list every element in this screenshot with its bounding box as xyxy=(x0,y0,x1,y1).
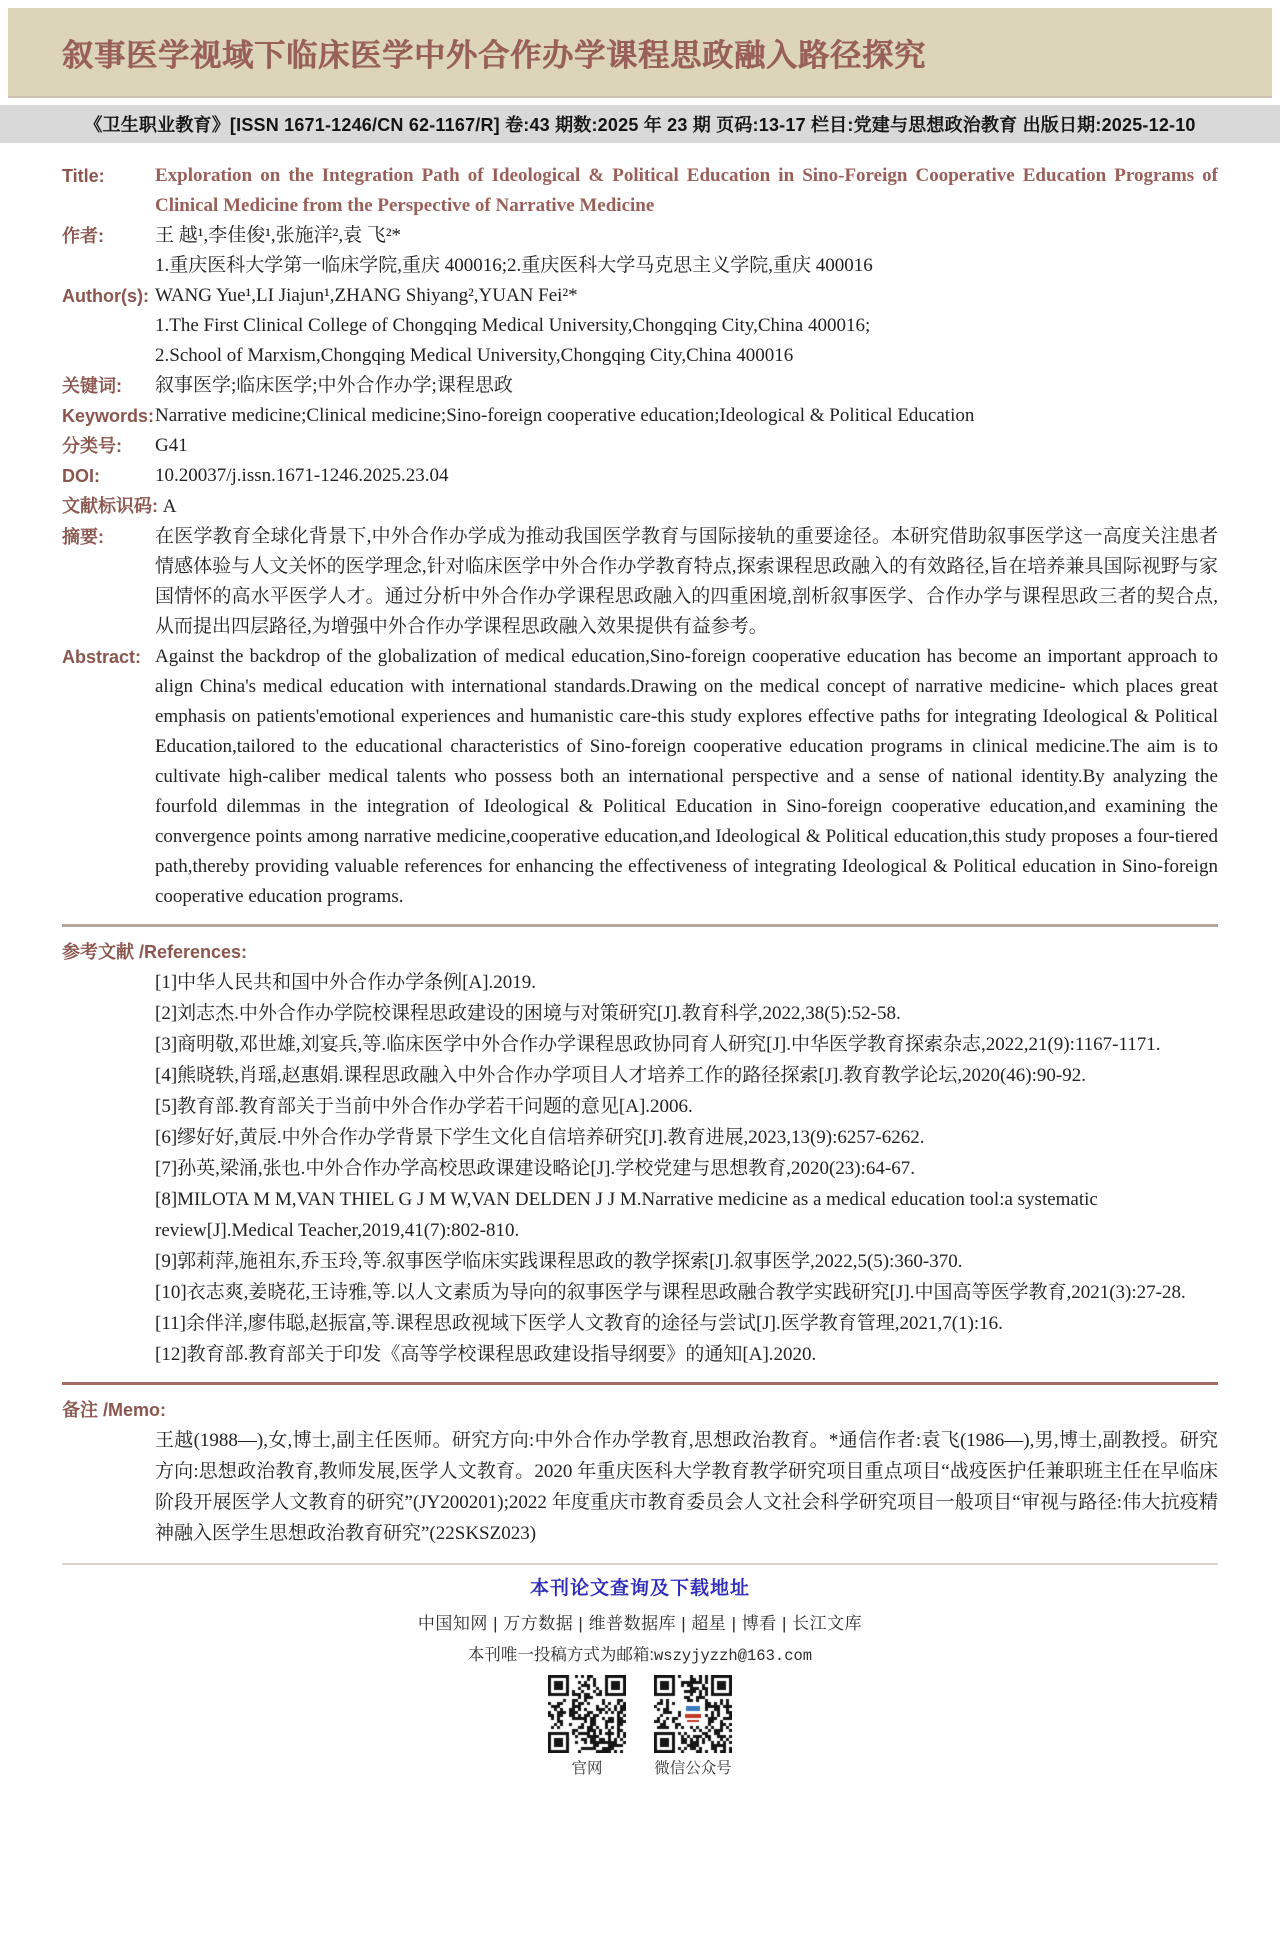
qr-official-label: 官网 xyxy=(571,1760,603,1777)
reference-item: [3]商明敬,邓世雄,刘宴兵,等.临床医学中外合作办学课程思政协同育人研究[J].中华医学教育探索杂志,2022,21(9):1167-1171. xyxy=(155,1034,1161,1055)
field-keywords-cn xyxy=(62,371,1218,401)
field-abstract-cn-value: 在医学教育全球化背景下,中外合作办学成为推动我国医学教育与国际接轨的重要途径。本研究借助叙事医学这一高度关注患者情感体验与人文关怀的医学理念,针对临床医学中外合作办学教育特点,探索课程思政融入的有效路径,旨在培养兼具国际视野与家国情怀的高水平医学人才。通过分析中外合作办学课程思政融入的四重困境,剖析叙事医学、合作办学与课程思政三者的契合点,从而提出四层路径,为增强中外合作办学课程思政融入效果提供有益参考。 xyxy=(155,526,1218,637)
reference-item: [5]教育部.教育部关于当前中外合作办学若干问题的意见[A].2006. xyxy=(155,1096,693,1117)
memo-divider xyxy=(62,1382,1218,1385)
field-abstract-en-label: Abstract: xyxy=(62,647,142,667)
article-title-cn: 叙事医学视域下临床医学中外合作办学课程思政融入路径探究 xyxy=(62,37,926,73)
memo-heading: 备注 /Memo: xyxy=(62,1400,167,1420)
field-affiliation-en-1: 1.The First Clinical College of Chongqing Medical University,Chongqing City,China 400016; xyxy=(155,315,871,336)
field-affiliation-en-2: 2.School of Marxism,Chongqing Medical University,Chongqing City,China 400016 xyxy=(155,345,794,366)
submission-prefix: 本刊唯一投稿方式为邮箱: xyxy=(467,1646,654,1664)
qr-wechat-label: 微信公众号 xyxy=(654,1760,732,1777)
journal-info-text: 《卫生职业教育》[ISSN 1671-1246/CN 62-1167/R] 卷:43 期数:2025 年 23 期 页码:13-17 栏目:党建与思想政治教育 出版日期:2025-12-10 xyxy=(84,115,1196,135)
reference-item: [8]MILOTA M M,VAN THIEL G J M W,VAN DELDEN J J M.Narrative medicine as a medical education tool:a systematic review[J].Medical Teacher,2019,41(7):802-810. xyxy=(155,1189,1098,1241)
field-doi-value: 10.20037/j.issn.1671-1246.2025.23.04 xyxy=(155,465,449,486)
field-keywords-cn-label: 关键词: xyxy=(62,376,122,396)
database-list: 中国知网 | 万方数据 | 维普数据库 | 超星 | 博看 | 长江文库 xyxy=(417,1614,863,1633)
qr-code-official-site xyxy=(548,1675,626,1753)
reference-item: [1]中华人民共和国中外合作办学条例[A].2019. xyxy=(155,972,537,993)
field-authors-en-label: Author(s): xyxy=(62,286,149,306)
field-title-value: Exploration on the Integration Path of Ideological & Political Education in Sino-Foreign Cooperative Education Programs of Clinical Medicine from the Perspective of Narrative Medicine xyxy=(155,165,1218,216)
qr-official-block xyxy=(548,1675,626,1778)
reference-item: [7]孙英,梁涌,张也.中外合作办学高校思政课建设略论[J].学校党建与思想教育,2020(23):64-67. xyxy=(155,1158,915,1179)
references-list xyxy=(62,967,1218,1370)
field-doi-label: DOI: xyxy=(62,466,100,486)
field-keywords-cn-value: 叙事医学;临床医学;中外合作办学;课程思政 xyxy=(155,375,513,396)
reference-item: [6]缪好好,黄辰.中外合作办学背景下学生文化自信培养研究[J].教育进展,2023,13(9):6257-6262. xyxy=(155,1127,925,1148)
field-doc-code xyxy=(62,491,1218,522)
field-keywords-en-value: Narrative medicine;Clinical medicine;Sino-foreign cooperative education;Ideological & Political Education xyxy=(155,405,975,426)
field-classification xyxy=(62,431,1218,461)
article-title-banner xyxy=(8,8,1272,98)
field-classification-value: G41 xyxy=(155,435,188,456)
memo-text: 王越(1988—),女,博士,副主任医师。研究方向:中外合作办学教育,思想政治教育。*通信作者:袁飞(1986—),男,博士,副教授。研究方向:思想政治教育,教师发展,医学人文教育。2020 年重庆医科大学教育教学研究项目重点项目“战疫医护任兼职班主任在早临床阶段开展医学人文教育的研究”(JY200201);2022 年度重庆市教育委员会人文社会科学研究项目一般项目“审视与路径:伟大抗疫精神融入医学生思想政治教育研究”(22SKSZ023) xyxy=(155,1430,1218,1544)
field-title-label: Title: xyxy=(62,166,105,186)
field-authors-cn-value: 王 越¹,李佳俊¹,张施洋²,袁 飞²* xyxy=(155,225,402,246)
field-keywords-en-label: Keywords: xyxy=(62,406,155,426)
record-body xyxy=(0,143,1280,1778)
footer-divider xyxy=(62,1563,1218,1565)
qr-code-wechat xyxy=(654,1675,732,1753)
journal-info-bar xyxy=(0,105,1280,143)
field-authors-cn xyxy=(62,221,1218,281)
field-abstract-en-value: Against the backdrop of the globalization of medical education,Sino-foreign cooperative education has become an important approach to align China's medical education with international standards.Drawing on the medical concept of narrative medicine- which places great emphasis on patients'emotional experiences and humanistic care-this study explores effective paths for integrating Ideological & Political Education,tailored to the educational characteristics of Sino-foreign cooperative education programs in clinical medicine.The aim is to cultivate high-caliber medical talents who possess both an international perspective and a sense of national identity.By analyzing the fourfold dilemmas in the integration of Ideological & Political Education in Sino-foreign cooperative education,and examining the convergence points among narrative medicine,cooperative education,and Ideological & Political education,this study proposes a four-tiered path,thereby providing valuable references for enhancing the effectiveness of integrating Ideological & Political education in Sino-foreign cooperative education programs. xyxy=(155,646,1218,907)
field-abstract-en xyxy=(62,642,1218,912)
reference-item: [2]刘志杰.中外合作办学院校课程思政建设的困境与对策研究[J].教育科学,2022,38(5):52-58. xyxy=(155,1003,901,1024)
references-divider xyxy=(62,924,1218,927)
references-heading: 参考文献 /References: xyxy=(62,942,248,962)
qr-code-row xyxy=(62,1675,1218,1778)
references-section xyxy=(62,937,1218,1370)
field-doi xyxy=(62,461,1218,491)
field-title xyxy=(62,161,1218,221)
reference-item: [9]郭莉萍,施祖东,乔玉玲,等.叙事医学临床实践课程思政的教学探索[J].叙事医学,2022,5(5):360-370. xyxy=(155,1251,963,1272)
submission-line xyxy=(62,1641,1218,1665)
journal-footer xyxy=(62,1573,1218,1778)
qr-wechat-block xyxy=(654,1675,732,1778)
memo-section xyxy=(62,1395,1218,1549)
field-doc-code-value: A xyxy=(162,496,177,517)
field-abstract-cn xyxy=(62,522,1218,642)
reference-item: [12]教育部.教育部关于印发《高等学校课程思政建设指导纲要》的通知[A].2020. xyxy=(155,1344,817,1365)
download-address-title: 本刊论文查询及下载地址 xyxy=(529,1578,750,1599)
field-authors-en xyxy=(62,281,1218,371)
field-authors-cn-label: 作者: xyxy=(62,226,104,246)
field-authors-en-value: WANG Yue¹,LI Jiajun¹,ZHANG Shiyang²,YUAN Fei²* xyxy=(155,285,578,306)
submission-email: wszyjyzzh@163.com xyxy=(653,1647,813,1665)
reference-item: [10]衣志爽,姜晓花,王诗雅,等.以人文素质为导向的叙事医学与课程思政融合教学实践研究[J].中国高等医学教育,2021(3):27-28. xyxy=(155,1282,1186,1303)
reference-item: [11]余伴洋,廖伟聪,赵振富,等.课程思政视域下医学人文教育的途径与尝试[J].医学教育管理,2021,7(1):16. xyxy=(155,1313,1003,1334)
field-doc-code-label: 文献标识码: xyxy=(62,496,158,516)
reference-item: [4]熊晓轶,肖瑶,赵惠娟.课程思政融入中外合作办学项目人才培养工作的路径探索[J].教育教学论坛,2020(46):90-92. xyxy=(155,1065,1086,1086)
field-keywords-en xyxy=(62,401,1218,431)
field-classification-label: 分类号: xyxy=(62,436,122,456)
field-abstract-cn-label: 摘要: xyxy=(62,527,104,547)
field-affiliation-cn: 1.重庆医科大学第一临床学院,重庆 400016;2.重庆医科大学马克思主义学院,重庆 400016 xyxy=(155,255,873,276)
